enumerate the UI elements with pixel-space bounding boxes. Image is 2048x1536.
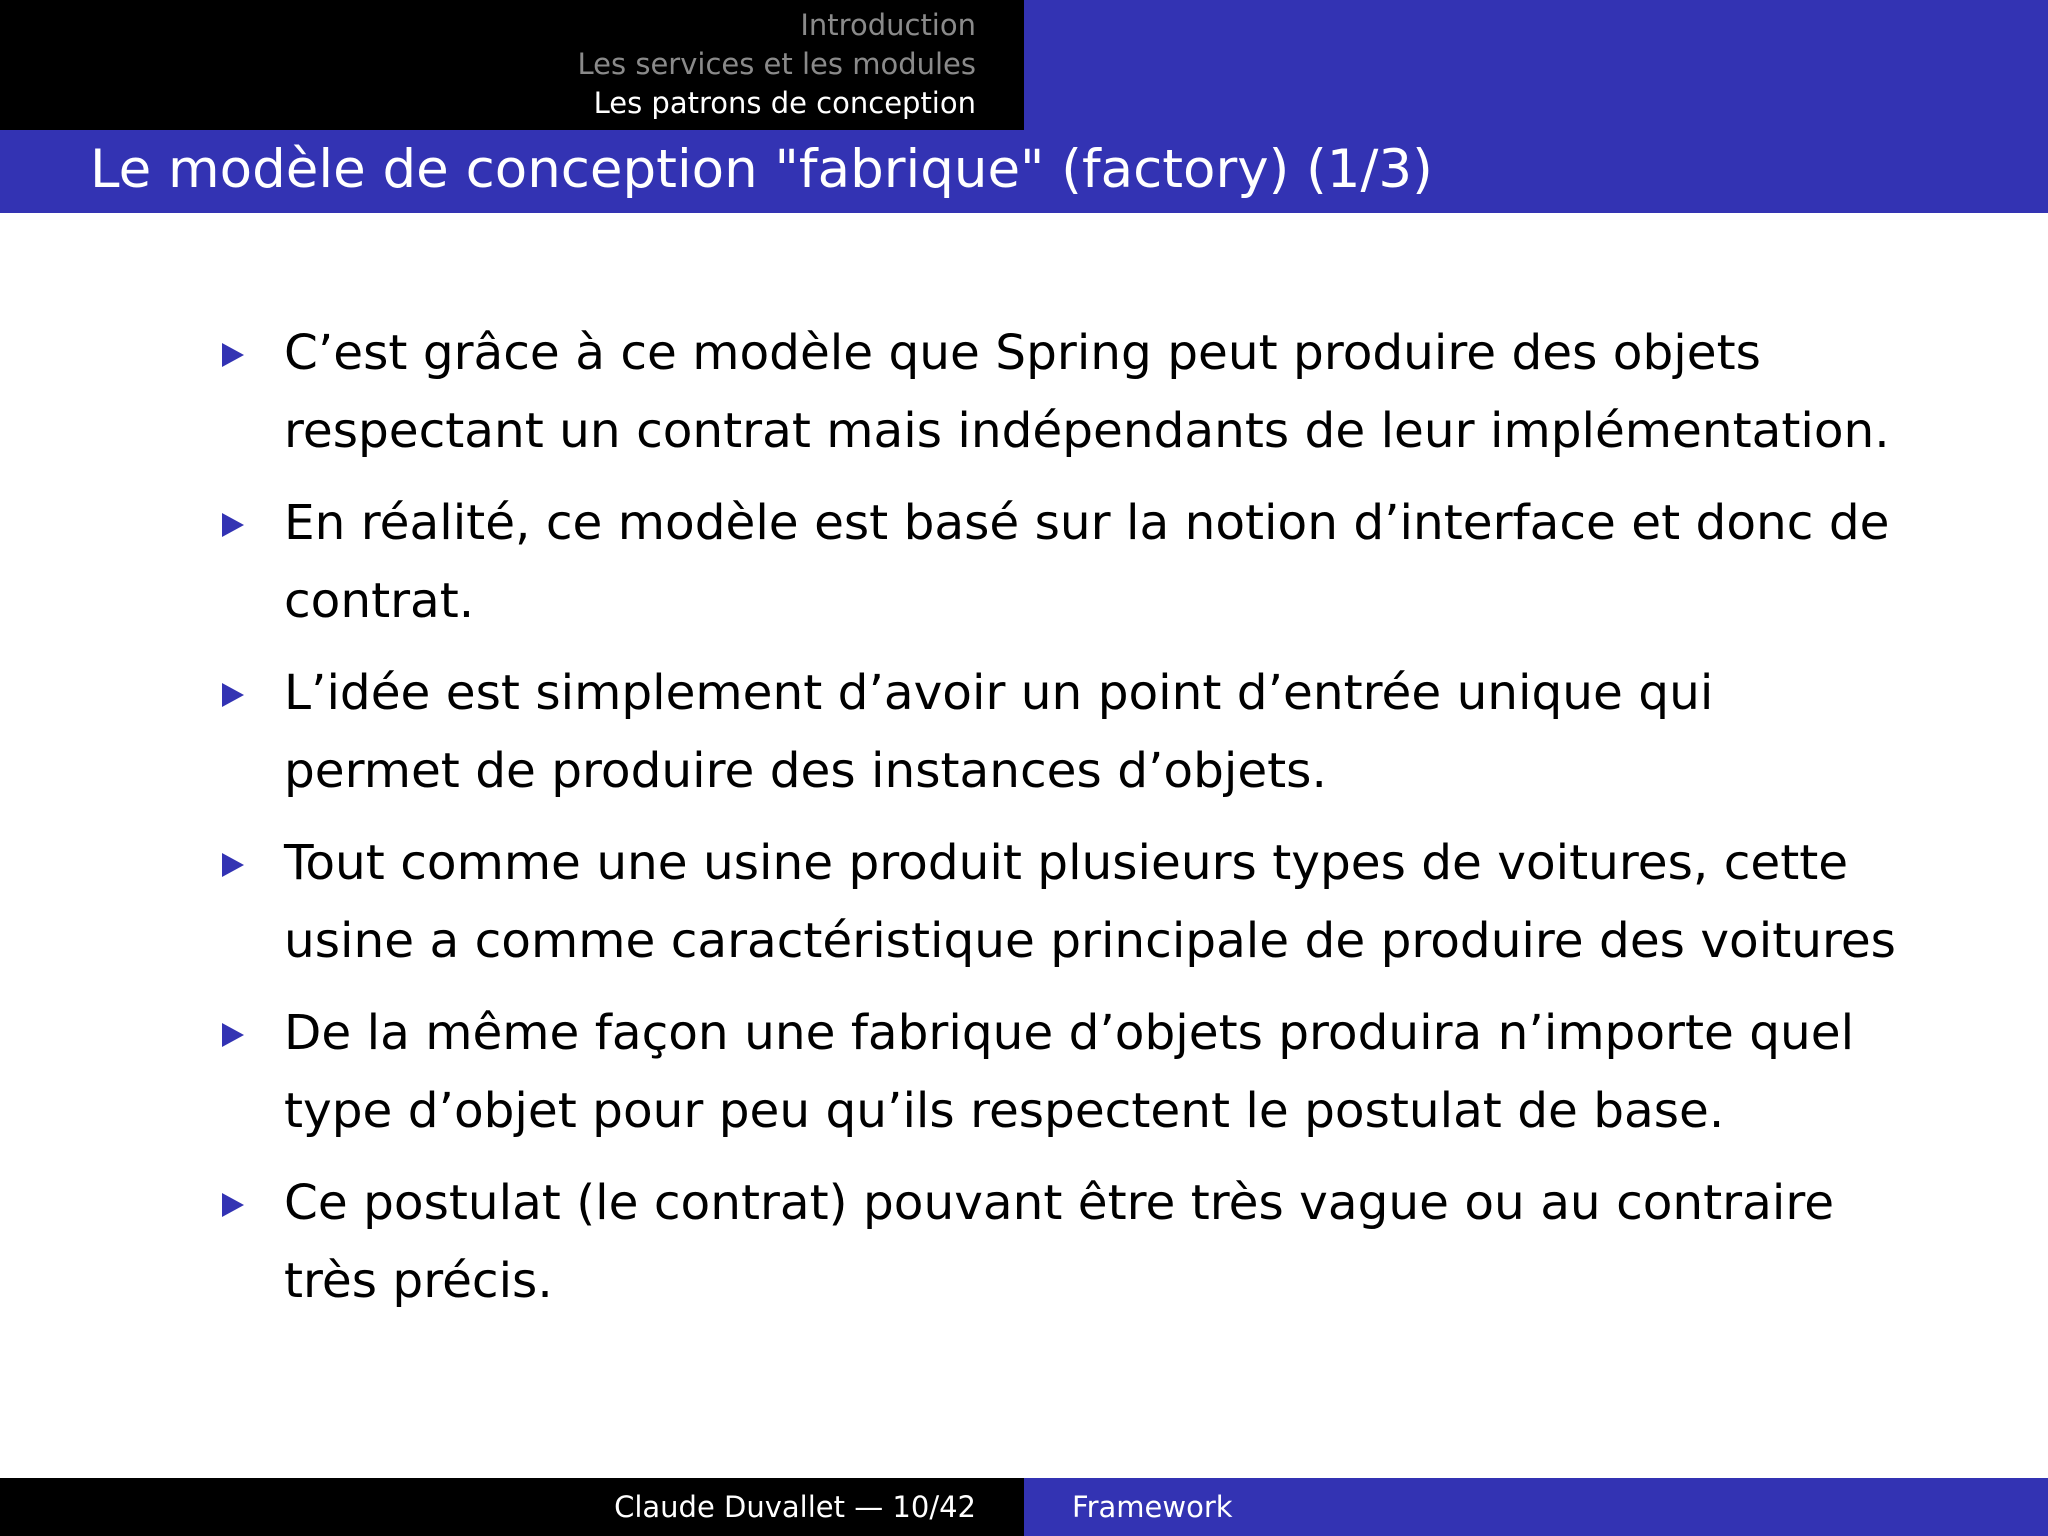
bullet-item — [220, 1164, 1900, 1320]
nav-item-services-modules[interactable]: Les services et les modules — [577, 47, 976, 81]
nav-item-introduction[interactable]: Introduction — [800, 8, 976, 42]
header-navigation-panel — [0, 0, 1024, 130]
footer-author-page: Claude Duvallet — 10/42 — [614, 1490, 976, 1524]
footer-author-panel — [0, 1478, 1024, 1536]
bullet-triangle-icon — [222, 1193, 244, 1217]
bullet-text: L’idée est simplement d’avoir un point d’entrée unique qui permet de produire des instances d’objets. — [284, 665, 1714, 799]
bullet-triangle-icon — [222, 853, 244, 877]
bullet-list — [220, 314, 1900, 1334]
bullet-text: C’est grâce à ce modèle que Spring peut produire des objets respectant un contrat mais indépendants de leur implémentation. — [284, 325, 1890, 459]
bullet-triangle-icon — [222, 343, 244, 367]
footer-presentation-title: Framework — [1072, 1490, 1233, 1524]
bullet-triangle-icon — [222, 683, 244, 707]
bullet-item — [220, 484, 1900, 640]
bullet-item — [220, 654, 1900, 810]
bullet-triangle-icon — [222, 513, 244, 537]
bullet-text: De la même façon une fabrique d’objets produira n’importe quel type d’objet pour peu qu’ils respectent le postulat de base. — [284, 1005, 1855, 1139]
bullet-text: En réalité, ce modèle est basé sur la notion d’interface et donc de contrat. — [284, 495, 1890, 629]
footer-title-panel — [1024, 1478, 2048, 1536]
nav-item-patterns[interactable]: Les patrons de conception — [593, 86, 976, 120]
bullet-item — [220, 994, 1900, 1150]
bullet-item — [220, 824, 1900, 980]
bullet-triangle-icon — [222, 1023, 244, 1047]
header-accent-panel — [1024, 0, 2048, 130]
slide-title-bar — [0, 130, 2048, 213]
bullet-text: Tout comme une usine produit plusieurs types de voitures, cette usine a comme caractéristique principale de produire des voitures — [284, 835, 1896, 969]
bullet-text: Ce postulat (le contrat) pouvant être très vague ou au contraire très précis. — [284, 1175, 1835, 1309]
slide-title: Le modèle de conception "fabrique" (factory) (1/3) — [90, 139, 1433, 200]
bullet-item — [220, 314, 1900, 470]
section-navigation — [578, 6, 976, 123]
